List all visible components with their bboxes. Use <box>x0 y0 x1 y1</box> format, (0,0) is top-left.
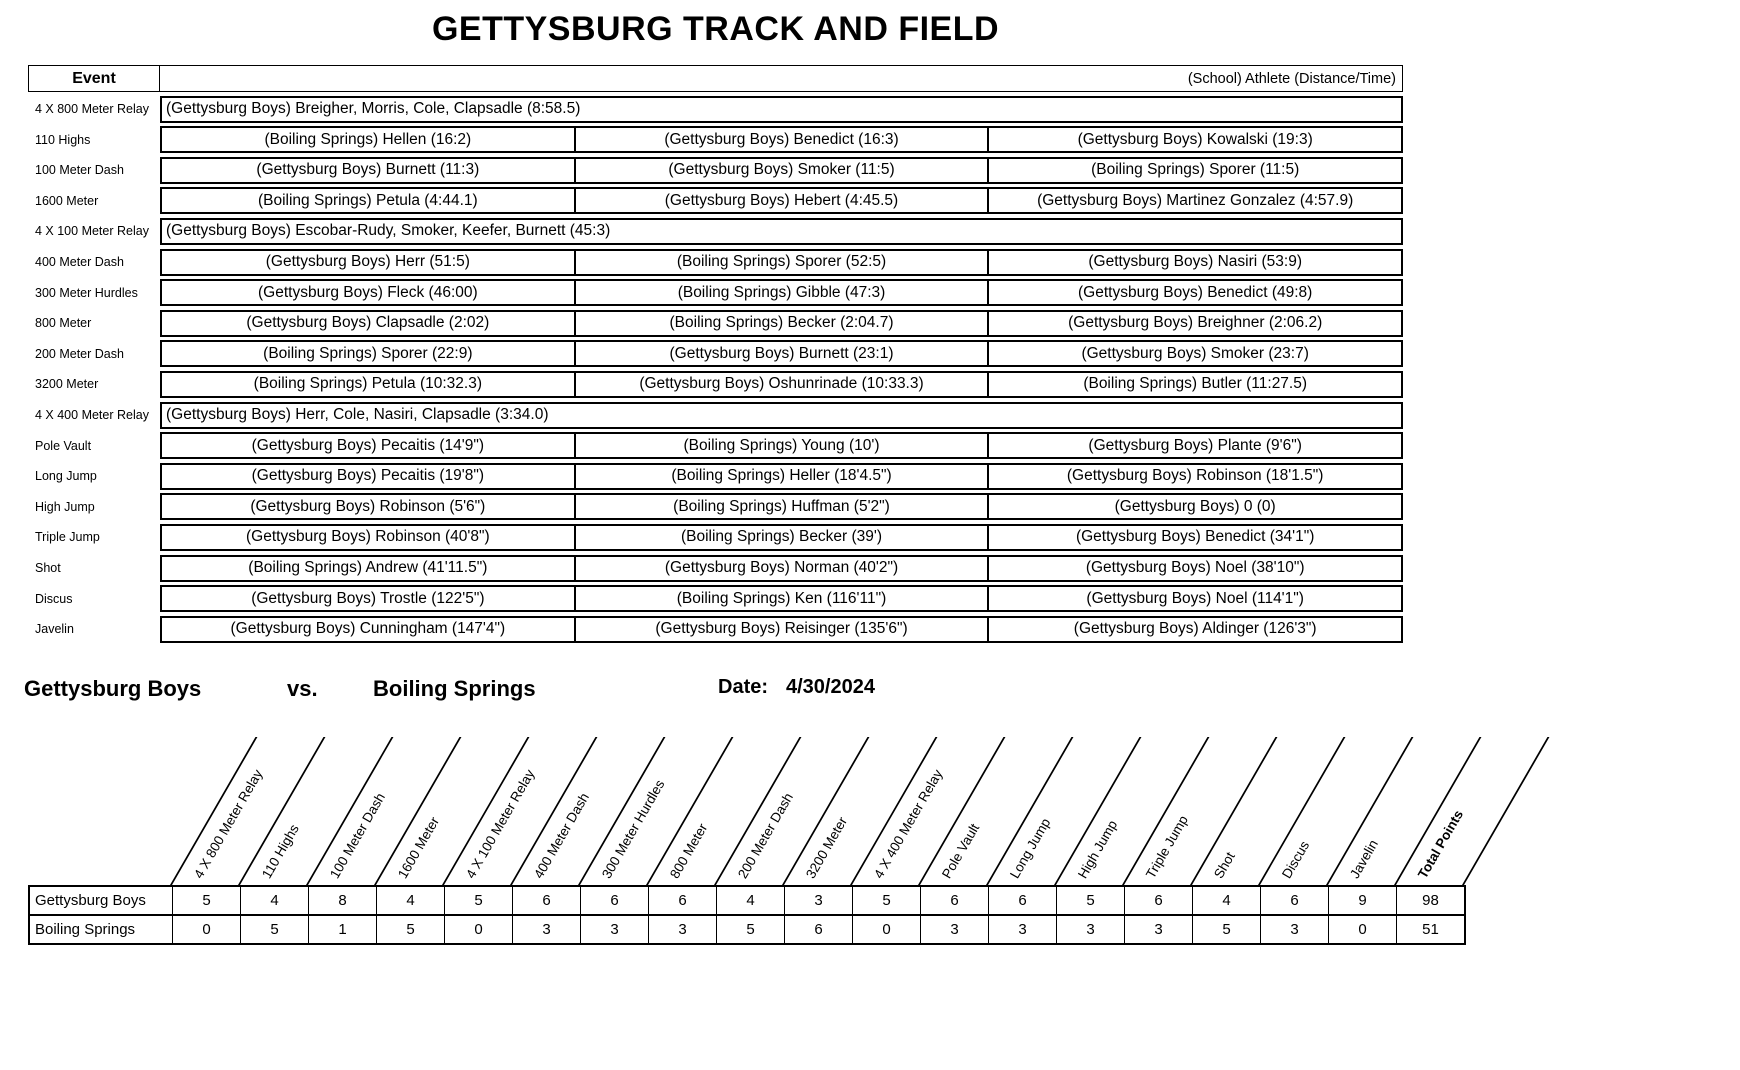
score-cell: 5 <box>1056 887 1124 914</box>
result-row <box>28 585 1403 612</box>
result-cells <box>160 279 1403 306</box>
event-label: 1600 Meter <box>35 193 99 208</box>
score-column-header: 800 Meter <box>667 820 711 881</box>
result-cell-place-3: (Gettysburg Boys) Noel (114'1") <box>987 587 1401 610</box>
result-cell-place-1: (Gettysburg Boys) Herr (51:5) <box>265 253 470 271</box>
team-name: Boiling Springs <box>35 921 136 938</box>
result-cell-place-2: (Gettysburg Boys) Hebert (4:45.5) <box>574 189 988 212</box>
result-cell-place-1: (Boiling Springs) Andrew (41'11.5") <box>248 559 488 576</box>
result-cells <box>160 126 1403 153</box>
result-row <box>28 96 1403 123</box>
date-label: Date: <box>718 676 769 698</box>
result-cell-place-2: (Boiling Springs) Becker (39') <box>574 526 988 549</box>
result-cell-place-2: (Gettysburg Boys) Benedict (16:3) <box>574 128 988 151</box>
event-label: 4 X 800 Meter Relay <box>35 102 149 117</box>
score-cell: 0 <box>172 916 240 943</box>
score-row <box>28 885 1466 916</box>
away-team-name: Boiling Springs <box>373 676 536 701</box>
score-cell: 0 <box>852 916 920 943</box>
event-label: Triple Jump <box>35 530 100 545</box>
result-cell-place-2: (Gettysburg Boys) Smoker (11:5) <box>574 159 988 182</box>
score-column-header: Javelin <box>1347 837 1382 881</box>
result-cell-place-3: (Gettysburg Boys) Benedict (49:8) <box>987 281 1401 304</box>
result-cell-place-1: (Boiling Springs) Petula (4:44.1) <box>257 191 478 209</box>
result-cells <box>160 585 1403 612</box>
result-row <box>28 432 1403 459</box>
score-cell: 5 <box>240 916 308 943</box>
result-cell-place-3: (Gettysburg Boys) Robinson (18'1.5") <box>987 465 1401 488</box>
result-cell-place-1: (Gettysburg Boys) Fleck (46:00) <box>258 283 478 301</box>
score-cell: 5 <box>852 887 920 914</box>
result-cell-place-1: (Boiling Springs) Petula (10:32.3) <box>253 375 482 393</box>
result-cell-place-1: (Boiling Springs) Hellen (16:2) <box>264 130 472 148</box>
score-cell: 3 <box>512 916 580 943</box>
score-cell: 4 <box>376 887 444 914</box>
result-cells <box>160 524 1403 551</box>
result-cells <box>160 187 1403 214</box>
result-cell-place-1: (Gettysburg Boys) Cunningham (147'4") <box>230 620 506 638</box>
event-label: High Jump <box>35 499 95 514</box>
result-cells <box>160 493 1403 520</box>
result-row <box>28 340 1403 367</box>
score-cell: 6 <box>512 887 580 914</box>
event-label: Javelin <box>35 622 74 637</box>
score-cell: 3 <box>648 916 716 943</box>
diagonal-divider <box>1462 737 1549 885</box>
matchup-line <box>24 676 1403 708</box>
score-table <box>28 735 1728 945</box>
score-cell: 6 <box>648 887 716 914</box>
event-label: 400 Meter Dash <box>35 255 124 270</box>
date-value: 4/30/2024 <box>786 676 875 698</box>
result-cell-place-2: (Boiling Springs) Gibble (47:3) <box>574 281 988 304</box>
result-cell-full: (Gettysburg Boys) Herr, Cole, Nasiri, Clapsadle (3:34.0) <box>160 402 1403 429</box>
score-column-header: Shot <box>1211 849 1238 881</box>
result-cell-place-3: (Gettysburg Boys) 0 (0) <box>987 495 1401 518</box>
result-cell-place-3: (Gettysburg Boys) Breighner (2:06.2) <box>987 312 1401 335</box>
result-row <box>28 279 1403 306</box>
result-cell-place-3: (Boiling Springs) Sporer (11:5) <box>987 159 1401 182</box>
result-cell-place-2: (Boiling Springs) Young (10') <box>574 434 988 457</box>
score-cell: 1 <box>308 916 376 943</box>
result-cell-place-3: (Gettysburg Boys) Noel (38'10") <box>987 557 1401 580</box>
result-cell-place-3: (Gettysburg Boys) Benedict (34'1") <box>987 526 1401 549</box>
result-cell-place-3: (Gettysburg Boys) Nasiri (53:9) <box>987 251 1401 274</box>
score-cell: 6 <box>580 887 648 914</box>
result-row <box>28 402 1403 429</box>
score-column-header: 100 Meter Dash <box>327 790 389 881</box>
score-column-header: 4 X 400 Meter Relay <box>871 766 946 881</box>
result-row <box>28 493 1403 520</box>
score-cell: 6 <box>784 916 852 943</box>
event-label: Pole Vault <box>35 438 92 453</box>
score-column-header: 400 Meter Dash <box>531 790 593 881</box>
score-column-header: Pole Vault <box>939 821 983 881</box>
event-label: 4 X 400 Meter Relay <box>35 408 149 423</box>
result-row <box>28 157 1403 184</box>
score-column-header: Discus <box>1279 838 1313 881</box>
result-cell-place-2: (Boiling Springs) Sporer (52:5) <box>574 251 988 274</box>
score-cell: 3 <box>1260 916 1328 943</box>
score-cell: 0 <box>444 916 512 943</box>
score-column-header: Triple Jump <box>1143 812 1192 881</box>
event-label: 4 X 100 Meter Relay <box>35 224 149 239</box>
result-row <box>28 555 1403 582</box>
score-cell: 5 <box>172 887 240 914</box>
result-cell-place-1: (Gettysburg Boys) Burnett (11:3) <box>256 161 480 179</box>
score-cell: 0 <box>1328 916 1396 943</box>
score-column-header: 1600 Meter <box>395 814 443 881</box>
score-column-header: 110 Highs <box>259 821 302 881</box>
result-cells <box>160 463 1403 490</box>
result-cell-place-2: (Gettysburg Boys) Burnett (23:1) <box>574 342 988 365</box>
vs-label: vs. <box>287 676 318 701</box>
result-cell-full: (Gettysburg Boys) Breigher, Morris, Cole, Clapsadle (8:58.5) <box>160 96 1403 123</box>
score-cell: 6 <box>920 887 988 914</box>
result-cell-place-3: (Gettysburg Boys) Kowalski (19:3) <box>987 128 1401 151</box>
event-label: 200 Meter Dash <box>35 346 124 361</box>
score-cell: 8 <box>308 887 376 914</box>
result-cell-place-2: (Gettysburg Boys) Oshunrinade (10:33.3) <box>574 373 988 396</box>
result-cells <box>160 310 1403 337</box>
score-cell: 3 <box>784 887 852 914</box>
result-cell-place-1: (Boiling Springs) Sporer (22:9) <box>263 344 473 362</box>
result-row <box>28 463 1403 490</box>
score-cell: 4 <box>240 887 308 914</box>
result-cell-place-3: (Boiling Springs) Butler (11:27.5) <box>987 373 1401 396</box>
score-column-header: 300 Meter Hurdles <box>599 777 668 881</box>
score-column-header: Total Points <box>1415 807 1467 881</box>
result-cell-place-3: (Gettysburg Boys) Martinez Gonzalez (4:57.9) <box>987 189 1401 212</box>
score-cell: 5 <box>1192 916 1260 943</box>
event-label: 800 Meter <box>35 316 92 331</box>
score-cell: 3 <box>988 916 1056 943</box>
score-column-header: 3200 Meter <box>803 814 851 881</box>
event-column-header: Event <box>29 66 160 91</box>
score-cell: 9 <box>1328 887 1396 914</box>
score-cell: 3 <box>1056 916 1124 943</box>
result-cells <box>160 432 1403 459</box>
result-cell-place-1: (Gettysburg Boys) Clapsadle (2:02) <box>246 314 490 332</box>
result-cell-place-1: (Gettysburg Boys) Robinson (5'6") <box>250 497 486 515</box>
result-cell-place-1: (Gettysburg Boys) Pecaitis (14'9") <box>251 436 485 454</box>
result-cell-place-2: (Boiling Springs) Ken (116'11") <box>574 587 988 610</box>
score-cell: 6 <box>1260 887 1328 914</box>
result-row <box>28 218 1403 245</box>
result-row <box>28 310 1403 337</box>
team-name: Gettysburg Boys <box>35 892 146 909</box>
score-cell: 6 <box>988 887 1056 914</box>
results-rows <box>28 96 1403 643</box>
result-row <box>28 126 1403 153</box>
score-cell: 4 <box>716 887 784 914</box>
score-cell: 5 <box>376 916 444 943</box>
score-column-header: Long Jump <box>1007 815 1054 881</box>
result-cell-place-3: (Gettysburg Boys) Smoker (23:7) <box>987 342 1401 365</box>
results-table-header <box>28 65 1403 92</box>
result-cell-place-1: (Gettysburg Boys) Robinson (40'8") <box>246 528 490 546</box>
score-cell: 4 <box>1192 887 1260 914</box>
event-label: 3200 Meter <box>35 377 99 392</box>
result-cell-place-3: (Gettysburg Boys) Aldinger (126'3") <box>987 618 1401 641</box>
score-column-header: 4 X 800 Meter Relay <box>191 766 266 881</box>
result-row <box>28 187 1403 214</box>
result-cells <box>160 157 1403 184</box>
result-cell-place-1: (Gettysburg Boys) Pecaitis (19'8") <box>251 467 485 485</box>
result-row <box>28 371 1403 398</box>
event-label: Shot <box>35 561 61 575</box>
event-label: Discus <box>35 591 73 606</box>
result-row <box>28 616 1403 643</box>
score-cell: 51 <box>1396 916 1464 943</box>
result-cell-place-2: (Boiling Springs) Heller (18'4.5") <box>574 465 988 488</box>
result-cell-place-2: (Gettysburg Boys) Reisinger (135'6") <box>574 618 988 641</box>
event-label: 300 Meter Hurdles <box>35 285 138 300</box>
result-cell-full: (Gettysburg Boys) Escobar-Rudy, Smoker, Keefer, Burnett (45:3) <box>160 218 1403 245</box>
result-cells <box>160 249 1403 276</box>
score-cell: 6 <box>1124 887 1192 914</box>
result-row <box>28 249 1403 276</box>
results-table <box>28 65 1403 643</box>
page-title: GETTYSBURG TRACK AND FIELD <box>431 10 1000 48</box>
score-cell: 5 <box>444 887 512 914</box>
score-column-header: 4 X 100 Meter Relay <box>463 766 538 881</box>
result-cell-place-3: (Gettysburg Boys) Plante (9'6") <box>987 434 1401 457</box>
score-cell: 3 <box>1124 916 1192 943</box>
result-row <box>28 524 1403 551</box>
score-column-header: High Jump <box>1075 817 1121 881</box>
score-cell: 3 <box>920 916 988 943</box>
result-cell-place-1: (Gettysburg Boys) Trostle (122'5") <box>251 589 485 607</box>
result-cell-place-2: (Boiling Springs) Huffman (5'2") <box>574 495 988 518</box>
result-cell-place-2: (Gettysburg Boys) Norman (40'2") <box>574 557 988 580</box>
event-label: 110 Highs <box>35 132 91 147</box>
event-label: Long Jump <box>35 469 97 484</box>
score-row <box>28 914 1466 945</box>
score-cell: 3 <box>580 916 648 943</box>
home-team-name: Gettysburg Boys <box>24 676 202 701</box>
score-cell: 5 <box>716 916 784 943</box>
result-cells <box>160 371 1403 398</box>
score-cell: 98 <box>1396 887 1464 914</box>
score-table-rows <box>28 885 1728 945</box>
result-cells <box>160 616 1403 643</box>
result-cell-place-2: (Boiling Springs) Becker (2:04.7) <box>574 312 988 335</box>
score-table-header <box>28 735 1728 885</box>
result-cells <box>160 555 1403 582</box>
results-column-header: (School) Athlete (Distance/Time) <box>1187 70 1396 87</box>
result-cells <box>160 340 1403 367</box>
event-label: 100 Meter Dash <box>35 163 124 178</box>
score-column-header: 200 Meter Dash <box>735 790 797 881</box>
